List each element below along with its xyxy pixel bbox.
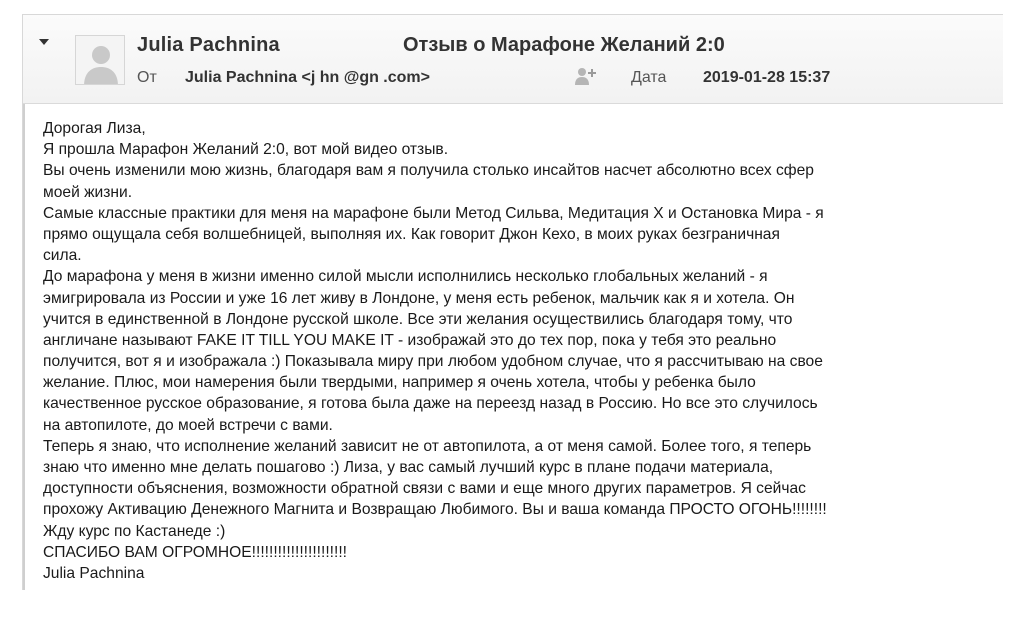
email-body: [43, 118, 993, 584]
body-line: сила.: [43, 247, 82, 265]
body-line: учится в единственной в Лондоне русской школе. Все эти желания осуществились благодаря тому, что: [43, 310, 793, 328]
body-line: Julia Pachnina: [43, 564, 145, 582]
body-line: Дорогая Лиза,: [43, 120, 146, 137]
body-line: на автопилоте, до моей встречи с вами.: [43, 416, 333, 434]
date-label: Дата: [631, 69, 667, 86]
user-silhouette-icon: [75, 35, 125, 85]
body-line: До марафона у меня в жизни именно силой мысли исполнились несколько глобальных желаний - я: [43, 268, 768, 286]
body-line: знаю что именно мне делать пошагово :) Лиза, у вас самый лучший курс в плане подачи материала,: [43, 459, 774, 476]
body-line: прямо ощущала себя волшебницей, выполняя их. Как говорит Джон Кехо, в моих руках безграничная: [43, 225, 780, 243]
email-view: [22, 14, 1003, 590]
body-line: Вы очень изменили мою жизнь, благодаря вам я получила столько инсайтов насчет абсолютно всех сфер: [43, 162, 814, 180]
body-line: доступности объяснения, возможности обратной связи с вами и еще много других параметров. Я сейчас: [43, 480, 806, 498]
from-address[interactable]: Julia Pachnina <j hn @gn .com>: [185, 69, 430, 86]
from-label: От: [137, 69, 157, 86]
sender-name[interactable]: Julia Pachnina: [137, 34, 280, 56]
body-line: эмигрировала из России и уже 16 лет живу в Лондоне, у меня есть ребенок, мальчик как я и хотела. Он: [43, 289, 795, 307]
body-line: Теперь я знаю, что исполнение желаний зависит не от автопилота, а от меня самой. Более того, я теперь: [43, 437, 812, 455]
body-line: получится, вот я и изображала :) Показывала миру при любом удобном случае, что я рассчитываю на свое: [43, 353, 823, 371]
body-line: моей жизни.: [43, 183, 133, 201]
body-line: Жду курс по Кастанеде :): [43, 522, 226, 540]
body-line: качественное русское образование, я готова была даже на переезд назад в Россию. Но все это случилось: [43, 395, 818, 413]
email-header: [23, 15, 1003, 104]
body-line: прохожу Активацию Денежного Магнита и Возвращаю Любимого. Вы и ваша команда ПРОСТО ОГОНЬ!!!!!!!!: [43, 501, 827, 519]
body-line: Самые классные практики для меня на марафоне были Метод Сильва, Медитация Х и Остановка Мира - я: [43, 204, 824, 222]
body-line: англичане называют FAKE IT TILL YOU MAKE IT - изображай это до тех пор, пока у тебя это реально: [43, 331, 777, 349]
add-contact-icon[interactable]: [573, 66, 597, 88]
date-value: 2019-01-28 15:37: [703, 69, 831, 86]
email-subject: Отзыв о Марафоне Желаний 2:0: [403, 34, 725, 56]
collapse-triangle-icon[interactable]: [37, 35, 51, 49]
body-line: СПАСИБО ВАМ ОГРОМНОЕ!!!!!!!!!!!!!!!!!!!!!!: [43, 543, 347, 561]
body-line: Я прошла Марафон Желаний 2:0, вот мой видео отзыв.: [43, 141, 449, 159]
body-line: желание. Плюс, мои намерения были твердыми, например я очень хотела, чтобы у ребенка было: [43, 374, 756, 392]
